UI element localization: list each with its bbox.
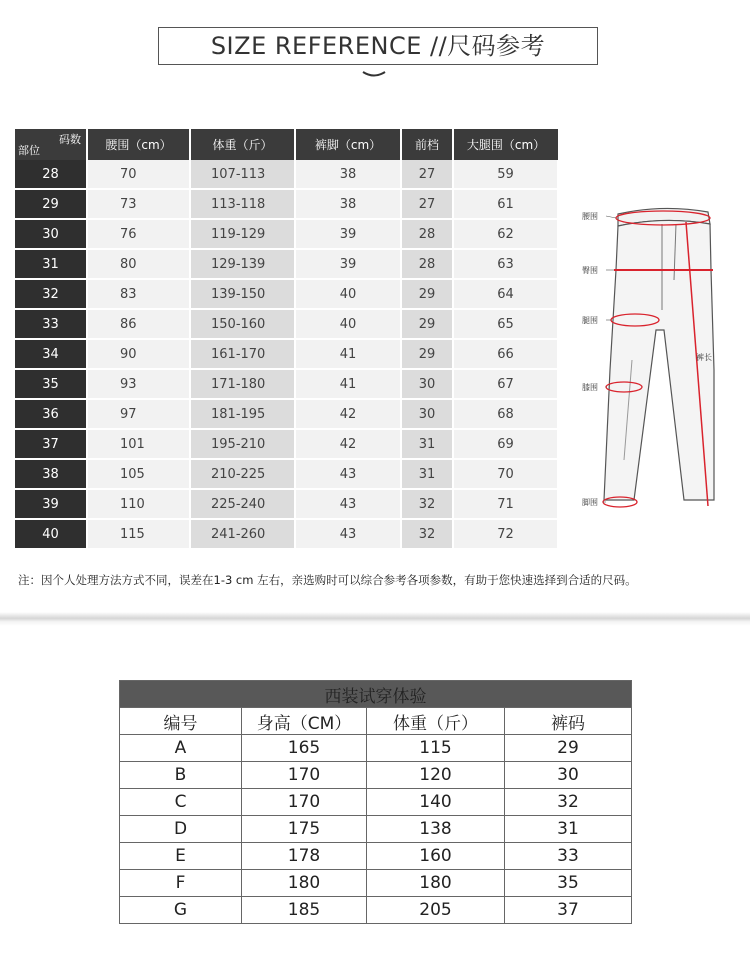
column-header: 身高（CM） xyxy=(242,708,367,735)
table-row xyxy=(15,459,558,489)
fit-table-title: 西装试穿体验 xyxy=(120,681,632,708)
table-cell: 171-180 xyxy=(190,369,295,399)
table-cell: 41 xyxy=(295,339,401,369)
table-cell: 140 xyxy=(367,789,505,816)
table-cell: 29 xyxy=(505,735,632,762)
table-cell: 139-150 xyxy=(190,279,295,309)
table-cell: 63 xyxy=(453,249,558,279)
table-cell: 40 xyxy=(295,279,401,309)
size-code-cell: 40 xyxy=(15,519,87,549)
table-cell: 170 xyxy=(242,789,367,816)
table-row xyxy=(120,843,632,870)
trousers-illustration xyxy=(580,200,740,530)
table-cell: F xyxy=(120,870,242,897)
table-row xyxy=(15,429,558,459)
table-cell: 42 xyxy=(295,429,401,459)
table-cell: G xyxy=(120,897,242,924)
table-cell: 43 xyxy=(295,459,401,489)
length-label: 裤长 xyxy=(696,353,712,362)
table-cell: 68 xyxy=(453,399,558,429)
table-cell: 41 xyxy=(295,369,401,399)
table-cell: 165 xyxy=(242,735,367,762)
table-cell: 31 xyxy=(401,459,453,489)
table-cell: 31 xyxy=(505,816,632,843)
table-cell: D xyxy=(120,816,242,843)
thigh-label: 腿围 xyxy=(582,316,598,325)
table-cell: 28 xyxy=(401,249,453,279)
hip-label: 臀围 xyxy=(582,266,598,275)
table-cell: 66 xyxy=(453,339,558,369)
table-cell: 113-118 xyxy=(190,189,295,219)
table-row xyxy=(15,489,558,519)
table-row xyxy=(15,369,558,399)
table-cell: 90 xyxy=(87,339,190,369)
table-cell: 120 xyxy=(367,762,505,789)
size-code-cell: 37 xyxy=(15,429,87,459)
column-header: 裤码 xyxy=(505,708,632,735)
chevron-down-icon xyxy=(362,70,386,80)
table-cell: 30 xyxy=(401,399,453,429)
size-code-cell: 31 xyxy=(15,249,87,279)
table-cell: 67 xyxy=(453,369,558,399)
waist-label: 腰围 xyxy=(582,212,598,221)
table-cell: 31 xyxy=(401,429,453,459)
table-cell: 65 xyxy=(453,309,558,339)
table-row xyxy=(120,735,632,762)
table-cell: 28 xyxy=(401,219,453,249)
table-cell: 93 xyxy=(87,369,190,399)
table-row xyxy=(120,870,632,897)
table-cell: 37 xyxy=(505,897,632,924)
size-code-cell: 28 xyxy=(15,160,87,189)
table-cell: 43 xyxy=(295,489,401,519)
table-row xyxy=(15,339,558,369)
hem-label: 脚围 xyxy=(582,498,598,507)
table-cell: 83 xyxy=(87,279,190,309)
table-cell: 32 xyxy=(401,489,453,519)
column-header: 腰围（cm） xyxy=(87,129,190,160)
size-code-cell: 30 xyxy=(15,219,87,249)
table-cell: 178 xyxy=(242,843,367,870)
table-cell: 115 xyxy=(87,519,190,549)
table-row xyxy=(15,249,558,279)
table-cell: E xyxy=(120,843,242,870)
table-cell: 32 xyxy=(401,519,453,549)
table-cell: 185 xyxy=(242,897,367,924)
table-row xyxy=(120,897,632,924)
table-cell: 33 xyxy=(505,843,632,870)
table-cell: 70 xyxy=(453,459,558,489)
size-table-header-row xyxy=(15,129,558,160)
table-cell: A xyxy=(120,735,242,762)
column-header: 裤脚（cm） xyxy=(295,129,401,160)
table-cell: 64 xyxy=(453,279,558,309)
table-cell: 39 xyxy=(295,249,401,279)
table-cell: 29 xyxy=(401,309,453,339)
table-cell: 195-210 xyxy=(190,429,295,459)
table-cell: 32 xyxy=(505,789,632,816)
fit-header-row xyxy=(120,708,632,735)
size-code-cell: 29 xyxy=(15,189,87,219)
table-cell: 29 xyxy=(401,279,453,309)
size-code-cell: 36 xyxy=(15,399,87,429)
table-cell: 119-129 xyxy=(190,219,295,249)
section-divider xyxy=(0,612,750,626)
table-cell: 107-113 xyxy=(190,160,295,189)
table-cell: B xyxy=(120,762,242,789)
fit-experience-table xyxy=(119,680,632,924)
corner-header xyxy=(15,129,87,160)
table-cell: 30 xyxy=(505,762,632,789)
table-cell: 180 xyxy=(242,870,367,897)
table-row xyxy=(15,189,558,219)
table-cell: 61 xyxy=(453,189,558,219)
column-header: 体重（斤） xyxy=(367,708,505,735)
table-row xyxy=(120,816,632,843)
table-cell: 27 xyxy=(401,189,453,219)
table-cell: 72 xyxy=(453,519,558,549)
size-code-cell: 39 xyxy=(15,489,87,519)
table-cell: 71 xyxy=(453,489,558,519)
table-cell: 62 xyxy=(453,219,558,249)
table-cell: 73 xyxy=(87,189,190,219)
table-cell: 35 xyxy=(505,870,632,897)
table-cell: C xyxy=(120,789,242,816)
table-cell: 175 xyxy=(242,816,367,843)
table-cell: 97 xyxy=(87,399,190,429)
table-row xyxy=(15,519,558,549)
table-cell: 225-240 xyxy=(190,489,295,519)
table-cell: 180 xyxy=(367,870,505,897)
table-cell: 205 xyxy=(367,897,505,924)
table-cell: 138 xyxy=(367,816,505,843)
table-cell: 29 xyxy=(401,339,453,369)
table-row xyxy=(120,789,632,816)
table-row xyxy=(15,399,558,429)
knee-label: 膝围 xyxy=(582,383,598,392)
table-row xyxy=(15,279,558,309)
table-cell: 43 xyxy=(295,519,401,549)
table-cell: 27 xyxy=(401,160,453,189)
fit-title-row xyxy=(120,681,632,708)
corner-top-label: 码数 xyxy=(59,133,81,146)
table-cell: 115 xyxy=(367,735,505,762)
table-cell: 181-195 xyxy=(190,399,295,429)
table-cell: 69 xyxy=(453,429,558,459)
table-cell: 40 xyxy=(295,309,401,339)
table-cell: 39 xyxy=(295,219,401,249)
table-cell: 129-139 xyxy=(190,249,295,279)
table-row xyxy=(15,309,558,339)
size-code-cell: 38 xyxy=(15,459,87,489)
size-code-cell: 34 xyxy=(15,339,87,369)
size-code-cell: 32 xyxy=(15,279,87,309)
column-header: 前档 xyxy=(401,129,453,160)
column-header: 体重（斤） xyxy=(190,129,295,160)
size-code-cell: 33 xyxy=(15,309,87,339)
size-note: 注：因个人处理方法方式不同，误差在1-3 cm 左右，亲选购时可以综合参考各项参数，有助于您快速选择到合适的尺码。 xyxy=(18,573,637,587)
table-cell: 241-260 xyxy=(190,519,295,549)
table-cell: 110 xyxy=(87,489,190,519)
table-row xyxy=(15,219,558,249)
size-chart-table xyxy=(15,129,559,550)
page-title: SIZE REFERENCE //尺码参考 xyxy=(158,27,598,65)
table-cell: 38 xyxy=(295,160,401,189)
table-cell: 70 xyxy=(87,160,190,189)
trousers-measurement-diagram xyxy=(580,200,740,530)
column-header: 编号 xyxy=(120,708,242,735)
table-cell: 59 xyxy=(453,160,558,189)
table-cell: 170 xyxy=(242,762,367,789)
table-cell: 38 xyxy=(295,189,401,219)
table-cell: 101 xyxy=(87,429,190,459)
table-cell: 80 xyxy=(87,249,190,279)
table-cell: 161-170 xyxy=(190,339,295,369)
table-cell: 86 xyxy=(87,309,190,339)
table-row xyxy=(120,762,632,789)
table-cell: 160 xyxy=(367,843,505,870)
table-cell: 150-160 xyxy=(190,309,295,339)
table-cell: 76 xyxy=(87,219,190,249)
table-row xyxy=(15,160,558,189)
table-cell: 30 xyxy=(401,369,453,399)
table-cell: 105 xyxy=(87,459,190,489)
corner-bottom-label: 部位 xyxy=(18,144,40,157)
table-cell: 42 xyxy=(295,399,401,429)
size-code-cell: 35 xyxy=(15,369,87,399)
table-cell: 210-225 xyxy=(190,459,295,489)
column-header: 大腿围（cm） xyxy=(453,129,558,160)
